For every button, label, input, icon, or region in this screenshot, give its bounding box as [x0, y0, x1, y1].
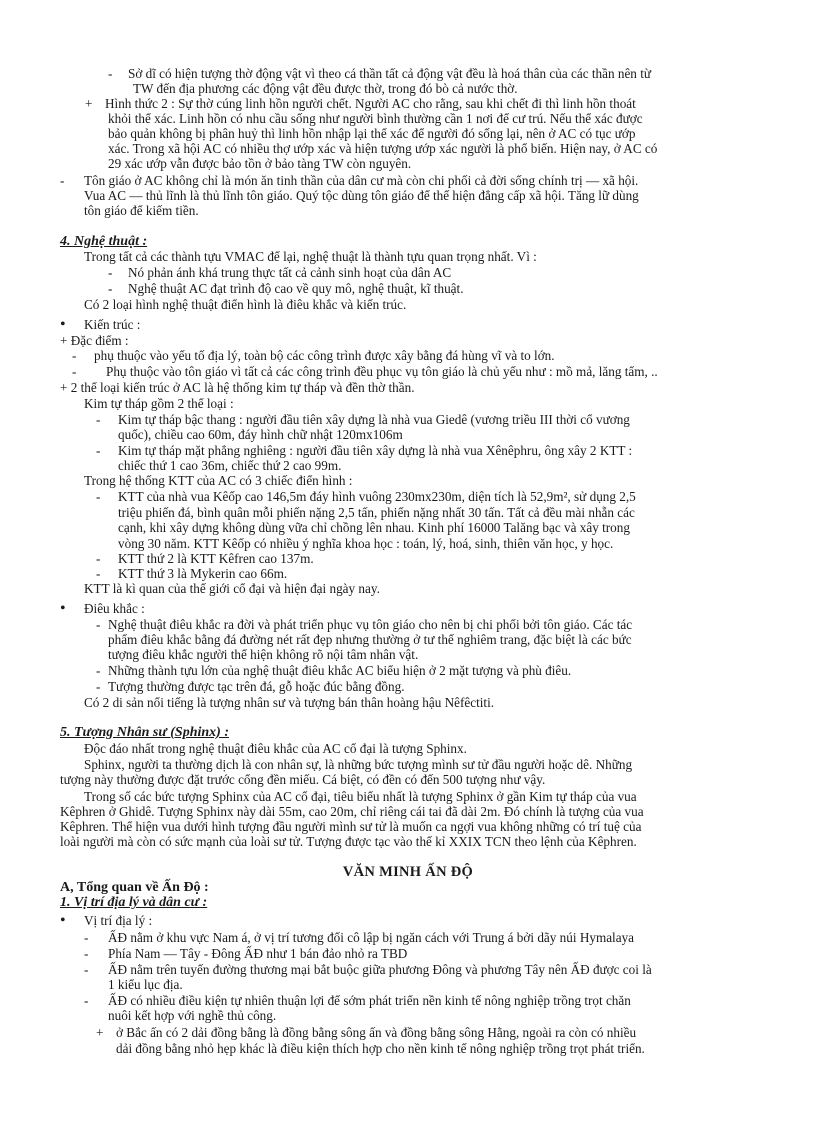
text-line: - Tôn giáo ở AC không chỉ là món ăn tinh thần của dân cư mà còn chi phối cả đời sống chính trị — xã hội. [60, 173, 639, 188]
text-line: loài người mà còn có sức mạnh của loài sư tử. Tượng được tạc vào thế kỉ XXIX TCN theo lệnh của Kêphren. [60, 834, 637, 849]
text-line: - KTT thứ 3 là Mykerin cao 66m. [96, 566, 288, 581]
text-line: - Những thành tựu lớn của nghệ thuật điêu khắc AC biểu hiện ở 2 mặt tượng và phù điêu. [96, 663, 572, 678]
text-line: + Hình thức 2 : Sự thờ cúng linh hồn người chết. Người AC cho rằng, sau khi chết đi thì linh hồn thoát [85, 96, 636, 111]
text-line: • Kiến trúc : [60, 316, 141, 333]
text-line: - Kim tự tháp mặt phẳng nghiêng : người đầu tiên xây dựng là nhà vua Xênêphru, ông xây 2 KTT : [96, 443, 633, 458]
text-line: 1 kiểu lục địa. [108, 977, 183, 992]
text-line: tôn giáo để kiếm tiền. [84, 203, 199, 218]
text-line: TW đến địa phương các động vật đều được thờ, trong đó bò cả nước thờ. [133, 81, 518, 96]
section-heading: 5. Tượng Nhân sư (Sphinx) : [60, 725, 229, 740]
text-line: tượng điêu khắc người thể hiện không rõ nội tâm nhân vật. [108, 647, 419, 662]
text-line: KTT là kì quan của thế giới cổ đại và hiện đại ngày nay. [84, 581, 380, 596]
text-line: - Nghệ thuật điêu khắc ra đời và phát triển phục vụ tôn giáo cho nên bị chi phối bởi tôn giáo. Các tác [96, 617, 633, 632]
text-line: Độc đáo nhất trong nghệ thuật điêu khắc của AC cổ đại là tượng Sphinx. [84, 741, 467, 756]
text-line: - Tượng thường được tạc trên đá, gỗ hoặc đúc bằng đồng. [96, 679, 405, 694]
text-line: - Phía Nam — Tây - Đông ẤĐ như 1 bán đảo nhỏ ra TBD [84, 946, 408, 961]
text-line: Trong số các bức tượng Sphinx của AC cổ đại, tiêu biểu nhất là tượng Sphinx ở gần Kim tự tháp của vua [84, 789, 637, 804]
text-line: + 2 thể loại kiến trúc ở AC là hệ thống kim tự tháp và đền thờ thần. [60, 380, 415, 395]
text-line: • Điêu khắc : [60, 600, 145, 617]
text-line: Kêphren. Thể hiện vua dưới hình tượng đầu người mình sư tử là muốn ca ngợi vua không những có trí tuệ của [60, 819, 642, 834]
subsection-heading: 1. Vị trí địa lý và dân cư : [60, 895, 208, 910]
chapter-title: VĂN MINH ẤN ĐỘ [342, 864, 474, 880]
section-heading: 4. Nghệ thuật : [60, 234, 148, 249]
text-line: - ẤĐ có nhiều điều kiện tự nhiên thuận lợi để sớm phát triển nền kinh tế nông nghiệp trồng trọt chăn [84, 993, 631, 1008]
text-line: xác. Trong xã hội AC có nhiều thợ ướp xác và hiện tượng ướp xác người là phổ biến. Hiện nay, ở AC có [108, 141, 658, 156]
text-line: bảo quản không bị phân huỷ thì linh hồn nhập lại thể xác để người đó sống lại, nên ở AC có tục ướp [108, 126, 636, 141]
text-line: - KTT thứ 2 là KTT Kêfren cao 137m. [96, 551, 314, 566]
text-line: - Sở dĩ có hiện tượng thờ động vật vì theo cá thần tất cả động vật đều là hoá thân của các thần nên từ [108, 66, 651, 81]
text-line: dải đồng bằng nhỏ hẹp khác là điều kiện thích hợp cho nền kinh tế nông nghiệp trồng trọt phát triển. [116, 1041, 645, 1056]
section-heading: A, Tổng quan về Ấn Độ : [60, 880, 209, 895]
text-line: 29 xác ướp vẫn được bảo tồn ở bảo tàng TW còn nguyên. [108, 156, 412, 171]
text-line: vòng 30 năm. KTT Kêốp có nhiều ý nghĩa khoa học : toán, lý, hoá, sinh, thiên văn học, y học. [118, 536, 614, 551]
text-line: cạnh, khi xây dựng không dùng vữa chỉ chồng lên nhau. Kinh phí 16000 Talăng bạc và xây trong [118, 520, 630, 535]
text-line: - Nó phản ánh khá trung thực tất cả cảnh sinh hoạt của dân AC [108, 265, 452, 280]
text-line: - Kim tự tháp bậc thang : người đầu tiên xây dựng là nhà vua Giedê (vương triều III thời cổ vương [96, 412, 630, 427]
text-line: Trong hệ thống KTT của AC có 3 chiếc điển hình : [84, 473, 353, 488]
text-line: + ở Bắc ấn có 2 dải đồng bằng là đồng bằng sông ấn và đồng bằng sông Hằng, ngoài ra còn có nhiều [96, 1025, 637, 1040]
text-line: Có 2 loại hình nghệ thuật điển hình là điêu khắc và kiến trúc. [84, 297, 407, 312]
text-line: - Phụ thuộc vào tôn giáo vì tất cả các công trình đều phục vụ tôn giáo là chủ yếu như : mồ mả, lăng tẩm, .. [72, 364, 658, 379]
text-line: nuôi kết hợp với nghề thủ công. [108, 1008, 277, 1023]
text-line: Sphinx, người ta thường dịch là con nhân sự, là những bức tượng mình sư tử đầu người hoặc dê. Những [84, 757, 633, 772]
text-line: + Đặc điểm : [60, 333, 129, 348]
text-line: triệu phiến đá, bình quân mỗi phiến nặng 2,5 tấn, phiến nặng nhất 30 tấn. Tất cả đều mài nhẵn các [118, 505, 635, 520]
text-line: Kêphren ở Ghidê. Tượng Sphinx này dài 55m, cao 20m, chỉ riêng cái tai đã dài 2m. Đó chính là tượng của vua [60, 804, 644, 819]
text-line: khỏi thể xác. Linh hồn có nhu cầu sống như người bình thường cần 1 nơi để cư trú. Nếu thể xác được [108, 111, 643, 126]
text-line: • Vị trí địa lý : [60, 912, 153, 929]
text-line: - KTT của nhà vua Kêốp cao 146,5m đáy hình vuông 230mx230m, diện tích là 52,9m², sử dụng 2,5 [96, 489, 636, 504]
text-line: Vua AC — thủ lĩnh là thủ lĩnh tôn giáo. Quý tộc dùng tôn giáo để thể hiện đẳng cấp xã hội. Tăng lữ dùng [84, 188, 639, 203]
text-line: Trong tất cả các thành tựu VMAC để lại, nghệ thuật là thành tựu quan trọng nhất. Vì : [84, 249, 537, 264]
text-line: chiếc thứ 1 cao 36m, chiếc thứ 2 cao 99m. [118, 458, 342, 473]
text-line: - phụ thuộc vào yếu tố địa lý, toàn bộ các công trình được xây bằng đá hùng vĩ và to lớn. [72, 348, 555, 363]
text-line: quốc), chiều cao 60m, đáy hình chữ nhật 120mx106m [118, 427, 403, 442]
text-line: phẩm điêu khắc bằng đá đường nét rất đẹp nhưng thường ở tư thế nghiêm trang, đặc biệt là các bức [108, 632, 632, 647]
text-line: Kim tự tháp gồm 2 thể loại : [84, 396, 234, 411]
text-line: Có 2 di sản nổi tiếng là tượng nhân sư và tượng bán thân hoàng hậu Nêfêctiti. [84, 695, 495, 710]
text-line: - ẤĐ nằm ở khu vực Nam á, ở vị trí tương đối cô lập bị ngăn cách với Trung á bởi dãy núi Hymalaya [84, 930, 635, 945]
text-line: - Nghệ thuật AC đạt trình độ cao về quy mô, nghệ thuật, kĩ thuật. [108, 281, 464, 296]
text-line: tượng này thường được đặt trước cổng đền miếu. Cá biệt, có đền có đến 500 tượng như vậy. [60, 772, 546, 787]
text-line: - ẤĐ nằm trên tuyến đường thương mại bắt buộc giữa phương Đông và phương Tây nên ẤĐ được coi là [84, 962, 652, 977]
